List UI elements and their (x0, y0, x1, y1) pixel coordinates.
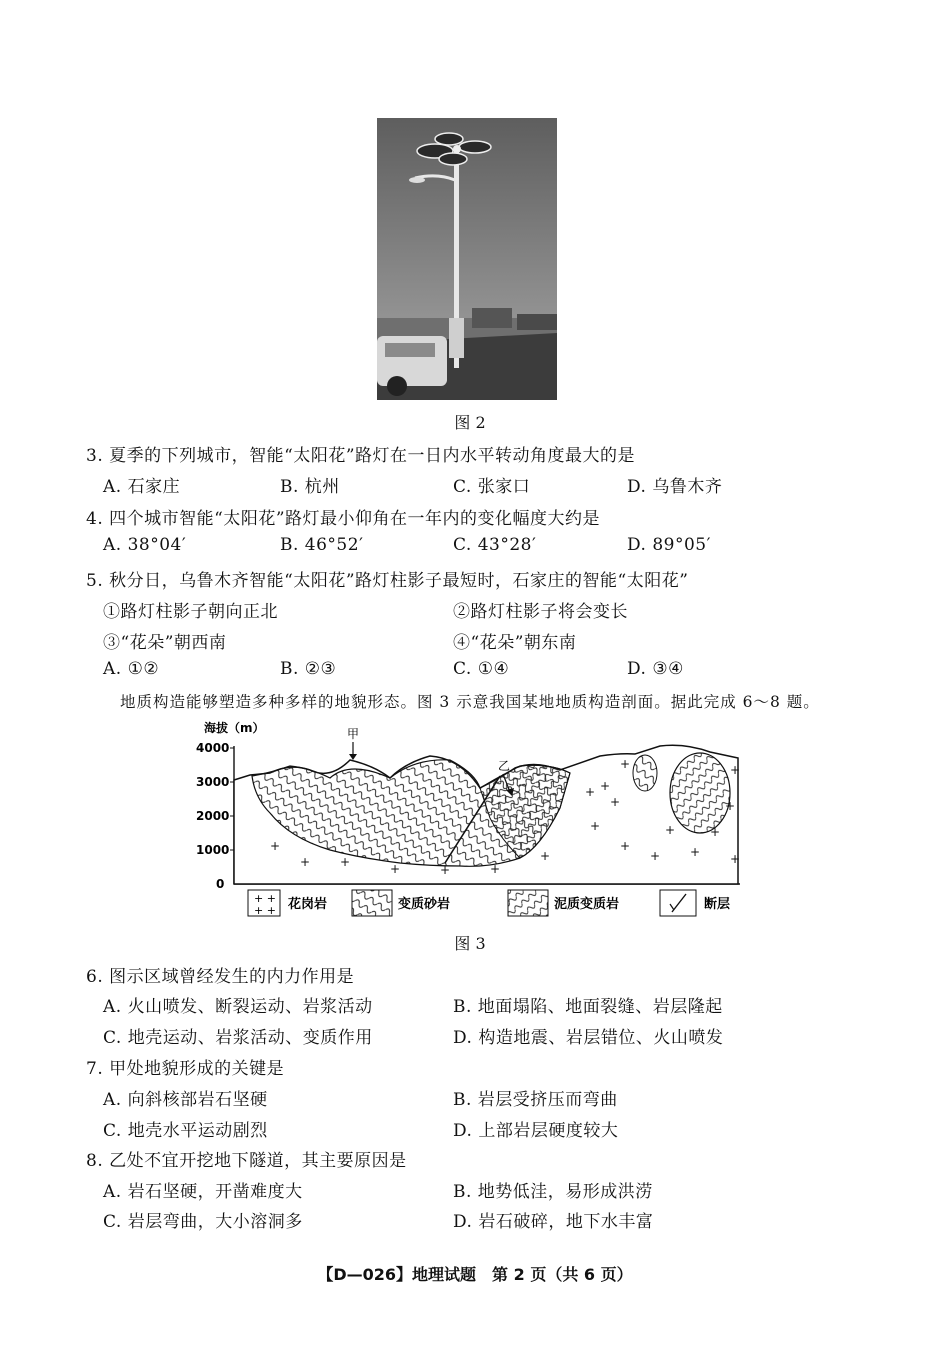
svg-text:+: + (610, 795, 621, 809)
svg-text:+: + (490, 862, 501, 876)
q5-option-a: A. ①② (103, 659, 160, 679)
q5-option-d: D. ③④ (627, 659, 684, 679)
svg-text:+: + (340, 855, 351, 869)
svg-text:+: + (440, 863, 451, 877)
q4-option-b: B. 46°52′ (280, 535, 364, 555)
q8-option-c: C. 岩层弯曲，大小溶洞多 (103, 1212, 303, 1232)
q7-option-b: B. 岩层受挤压而弯曲 (453, 1090, 618, 1110)
svg-text:+: + (620, 757, 631, 771)
svg-text:+ +: + + (254, 892, 276, 905)
q5-statement-2: ②路灯柱影子将会变长 (453, 602, 628, 622)
svg-text:+: + (390, 862, 401, 876)
page-footer: 【D—026】地理试题 第 2 页（共 6 页） (317, 1265, 633, 1284)
svg-text:+: + (585, 785, 596, 799)
q5-option-c: C. ①④ (453, 659, 510, 679)
question-5-stem: 5. 秋分日，乌鲁木齐智能“太阳花”路灯柱影子最短时，石家庄的智能“太阳花” (86, 571, 689, 591)
q6-option-d: D. 构造地震、岩层错位、火山喷发 (453, 1028, 724, 1048)
svg-text:+: + (650, 849, 661, 863)
svg-text:+: + (540, 849, 551, 863)
svg-text:+: + (300, 855, 311, 869)
legend-pelitic-meta: 泥质变质岩 (554, 897, 620, 912)
svg-text:+: + (270, 839, 281, 853)
q3-option-d: D. 乌鲁木齐 (627, 477, 723, 497)
q3-option-a: A. 石家庄 (103, 477, 181, 497)
question-4-stem: 4. 四个城市智能“太阳花”路灯最小仰角在一年内的变化幅度大约是 (86, 509, 601, 529)
legend-meta-sandstone: 变质砂岩 (398, 897, 451, 912)
q5-option-b: B. ②③ (280, 659, 337, 679)
streetlight-photo (377, 118, 557, 400)
q4-option-c: C. 43°28′ (453, 535, 537, 555)
y-tick-0: 0 (216, 877, 225, 891)
q4-option-a: A. 38°04′ (103, 535, 187, 555)
q8-option-a: A. 岩石坚硬，开凿难度大 (103, 1182, 303, 1202)
q3-option-b: B. 杭州 (280, 477, 340, 497)
y-tick-4000: 4000 (196, 741, 230, 755)
q7-option-a: A. 向斜核部岩石坚硬 (103, 1090, 268, 1110)
svg-text:+: + (590, 819, 601, 833)
svg-text:+: + (730, 763, 741, 777)
q7-option-c: C. 地壳水平运动剧烈 (103, 1121, 268, 1141)
svg-text:+: + (710, 825, 721, 839)
y-tick-3000: 3000 (196, 775, 230, 789)
q5-statement-4: ④“花朵”朝东南 (453, 633, 577, 653)
y-axis-label: 海拔（m） (204, 721, 265, 735)
q7-option-d: D. 上部岩层硬度较大 (453, 1121, 619, 1141)
label-jia: 甲 (347, 727, 360, 741)
q5-statement-3: ③“花朵”朝西南 (103, 633, 227, 653)
svg-text:+: + (725, 799, 736, 813)
q3-option-c: C. 张家口 (453, 477, 531, 497)
q8-option-d: D. 岩石破碎，地下水丰富 (453, 1212, 654, 1232)
y-tick-1000: 1000 (196, 843, 230, 857)
svg-text:+: + (620, 839, 631, 853)
q6-option-c: C. 地壳运动、岩浆活动、变质作用 (103, 1028, 373, 1048)
question-8-stem: 8. 乙处不宜开挖地下隧道，其主要原因是 (86, 1151, 407, 1171)
y-tick-2000: 2000 (196, 809, 230, 823)
label-yi: 乙 (498, 759, 511, 773)
figure3-caption: 图 3 (454, 934, 486, 953)
streetlight-illustration (377, 118, 557, 400)
svg-text:+: + (690, 845, 701, 859)
q4-option-d: D. 89°05′ (627, 535, 711, 555)
geology-svg (190, 718, 750, 928)
q5-statement-1: ①路灯柱影子朝向正北 (103, 602, 278, 622)
legend (248, 890, 730, 917)
question-3-stem: 3. 夏季的下列城市，智能“太阳花”路灯在一日内水平转动角度最大的是 (86, 446, 636, 466)
svg-text:+ +: + + (254, 904, 276, 917)
svg-text:+: + (600, 779, 611, 793)
legend-granite: 花岗岩 (288, 897, 328, 912)
svg-text:+: + (730, 852, 741, 866)
question-6-stem: 6. 图示区域曾经发生的内力作用是 (86, 967, 355, 987)
legend-fault: 断层 (704, 897, 731, 912)
svg-text:+: + (665, 823, 676, 837)
q6-option-b: B. 地面塌陷、地面裂缝、岩层隆起 (453, 997, 723, 1017)
question-7-stem: 7. 甲处地貌形成的关键是 (86, 1059, 285, 1079)
geology-cross-section (190, 718, 750, 928)
figure2-caption: 图 2 (454, 413, 486, 432)
section-intro: 地质构造能够塑造多种多样的地貌形态。图 3 示意我国某地地质构造剖面。据此完成 6～8 题。 (120, 693, 820, 711)
q8-option-b: B. 地势低洼，易形成洪涝 (453, 1182, 653, 1202)
q6-option-a: A. 火山喷发、断裂运动、岩浆活动 (103, 997, 373, 1017)
